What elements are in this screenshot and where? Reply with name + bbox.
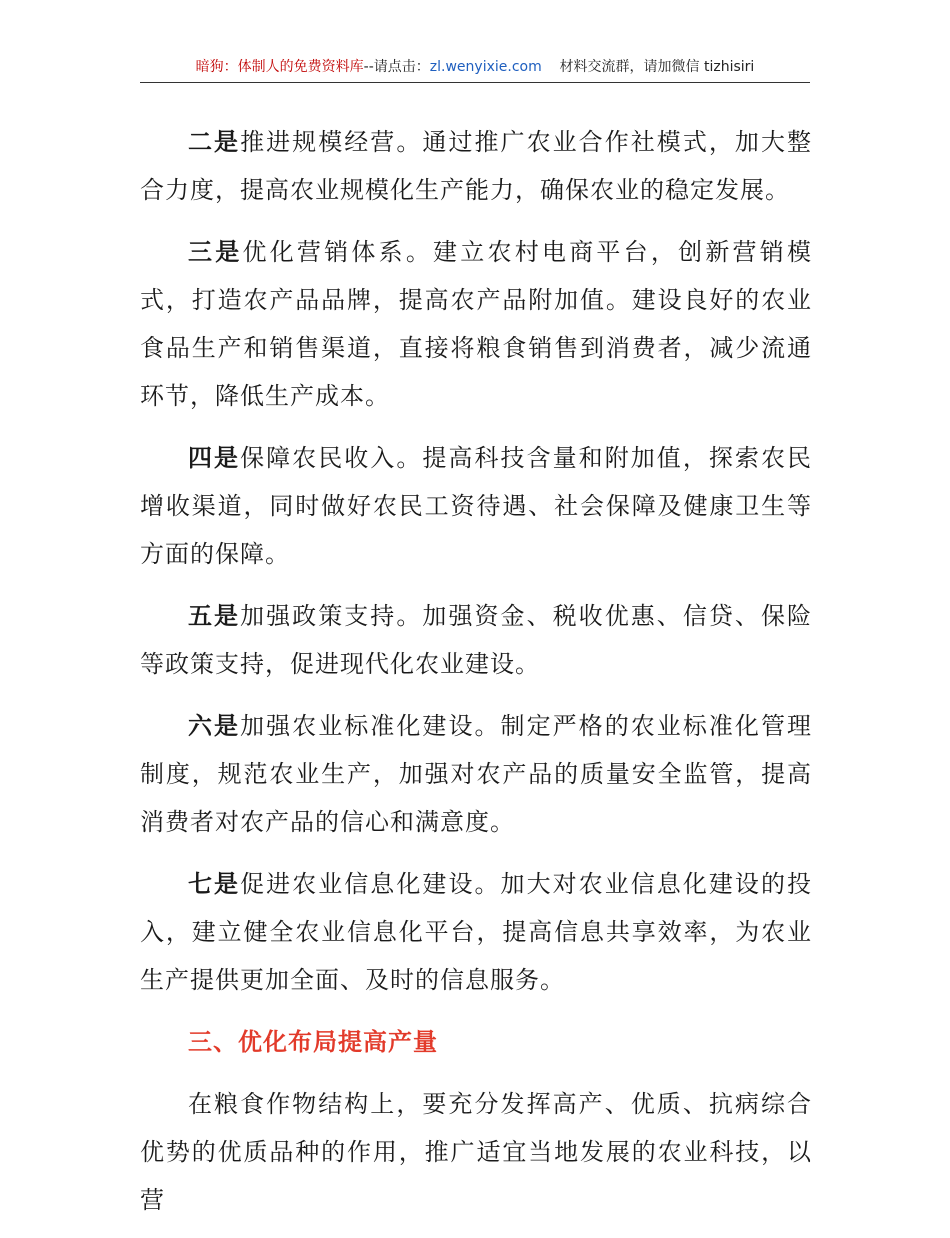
paragraph-6 xyxy=(140,702,812,846)
header-group-note: 材料交流群，请加微信 tizhisiri xyxy=(559,59,755,75)
paragraph-4 xyxy=(140,434,812,578)
header-click-prompt: --请点击： xyxy=(363,59,430,75)
paragraph-text: 加强农业标准化建设。制定严格的农业标准化管理制度，规范农业生产，加强对农产品的质量安全监管，提高消费者对农产品的信心和满意度。 xyxy=(140,712,813,836)
page-header xyxy=(140,56,810,83)
paragraph-lead: 七是 xyxy=(188,870,241,898)
paragraph-lead: 二是 xyxy=(188,128,241,156)
header-url-link[interactable]: zl.wenyixie.com xyxy=(429,59,542,75)
paragraph-2 xyxy=(140,118,812,214)
paragraph-5 xyxy=(140,592,812,688)
closing-paragraph: 在粮食作物结构上，要充分发挥高产、优质、抗病综合优势的优质品种的作用，推广适宜当地发展的农业科技，以营 xyxy=(140,1090,812,1214)
paragraph-lead: 四是 xyxy=(188,444,241,472)
paragraph-text: 优化营销体系。建立农村电商平台，创新营销模式，打造农产品品牌，提高农产品附加值。建设良好的农业食品生产和销售渠道，直接将粮食销售到消费者，减少流通环节，降低生产成本。 xyxy=(140,238,813,410)
section-heading: 三、优化布局提高产量 xyxy=(188,1028,438,1056)
paragraph-text: 加强政策支持。加强资金、税收优惠、信贷、保险等政策支持，促进现代化农业建设。 xyxy=(140,602,813,678)
paragraph-7 xyxy=(140,860,812,1004)
paragraph-lead: 六是 xyxy=(188,712,241,740)
paragraph-lead: 三是 xyxy=(188,238,243,266)
paragraph-text: 促进农业信息化建设。加大对农业信息化建设的投入，建立健全农业信息化平台，提高信息共享效率，为农业生产提供更加全面、及时的信息服务。 xyxy=(140,870,813,994)
document-body xyxy=(140,118,812,1238)
paragraph-3 xyxy=(140,228,812,420)
paragraph-text: 保障农民收入。提高科技含量和附加值，探索农民增收渠道，同时做好农民工资待遇、社会保障及健康卫生等方面的保障。 xyxy=(140,444,813,568)
paragraph-lead: 五是 xyxy=(188,602,241,630)
paragraph-text: 推进规模经营。通过推广农业合作社模式，加大整合力度，提高农业规模化生产能力，确保农业的稳定发展。 xyxy=(140,128,813,204)
header-brand: 暗狗：体制人的免费资料库 xyxy=(195,59,364,75)
